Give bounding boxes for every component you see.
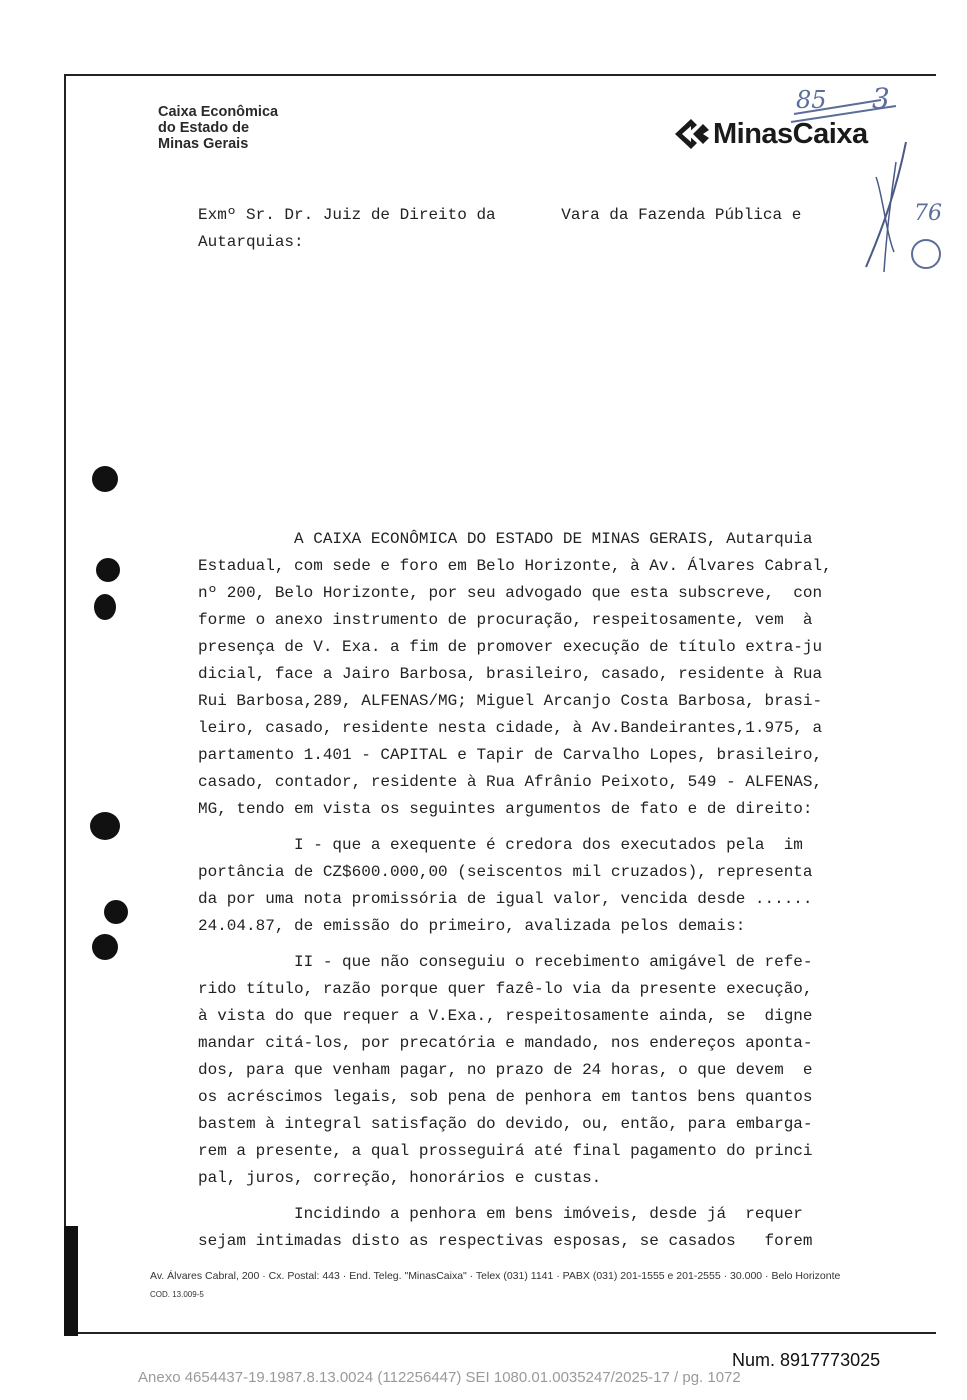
text-line: I - que a exequente é credora dos executados pela im [198, 836, 803, 854]
text-line: casado, contador, residente à Rua Afrânio Peixoto, 549 - ALFENAS, [198, 773, 823, 791]
addressee-line: Exmº Sr. Dr. Juiz de Direito da [198, 206, 496, 224]
punch-hole-mark [94, 594, 116, 620]
punch-hole-mark [92, 466, 118, 492]
footer-address: Av. Álvares Cabral, 200 · Cx. Postal: 443 · End. Teleg. "MinasCaixa" · Telex (031) 1141 · PABX (031) 201-1555 e 201-2555 · 30.000 · Belo Horizonte [150, 1270, 841, 1282]
text-line: da por uma nota promissória de igual valor, vencida desde ...... [198, 890, 813, 908]
text-line: MG, tendo em vista os seguintes argumentos de fato e de direito: [198, 800, 813, 818]
punch-hole-mark [90, 812, 120, 840]
punch-hole-mark [104, 900, 128, 924]
letter-body [198, 526, 898, 1264]
form-code: COD. 13.009-5 [150, 1290, 204, 1299]
text-line: à vista do que requer a V.Exa., respeitosamente ainda, se digne [198, 1007, 813, 1025]
text-line: forme o anexo instrumento de procuração, respeitosamente, vem à [198, 611, 813, 629]
minascaixa-emblem-icon [673, 117, 711, 151]
institution-line: Minas Gerais [158, 136, 249, 152]
institution-line: Caixa Econômica [158, 104, 279, 120]
handwritten-annotations [786, 82, 942, 282]
addressee [198, 202, 801, 256]
paragraph [198, 949, 898, 1192]
addressee-line: Vara da Fazenda Pública e [561, 206, 802, 224]
text-line: Estadual, com sede e foro em Belo Horizonte, à Av. Álvares Cabral, [198, 557, 832, 575]
brand-name: MinasCaixa [713, 117, 868, 150]
institution-line: do Estado de [158, 120, 250, 136]
text-line: pal, juros, correção, honorários e custas. [198, 1169, 602, 1187]
text-line: II - que não conseguiu o recebimento amigável de refe- [198, 953, 813, 971]
text-line: presença de V. Exa. a fim de promover execução de título extra-ju [198, 638, 823, 656]
punch-hole-mark [92, 934, 118, 960]
institution-name [158, 104, 278, 152]
paragraph [198, 526, 898, 823]
text-line: Rui Barbosa,289, ALFENAS/MG; Miguel Arcanjo Costa Barbosa, brasi- [198, 692, 823, 710]
text-line: partamento 1.401 - CAPITAL e Tapir de Carvalho Lopes, brasileiro, [198, 746, 823, 764]
text-line: sejam intimadas disto as respectivas esposas, se casados forem [198, 1232, 813, 1250]
text-line: A CAIXA ECONÔMICA DO ESTADO DE MINAS GERAIS, Autarquia [198, 530, 813, 548]
handwritten-number: 76 [914, 201, 942, 226]
document-number: Num. 8917773025 [732, 1350, 881, 1370]
text-line: rido título, razão porque quer fazê-lo via da presente execução, [198, 980, 813, 998]
text-line: dos, para que venham pagar, no prazo de 24 horas, o que devem e [198, 1061, 813, 1079]
handwritten-number: 85 [796, 86, 827, 114]
text-line: Incidindo a penhora em bens imóveis, desde já requer [198, 1205, 803, 1223]
text-line: portância de CZ$600.000,00 (seiscentos mil cruzados), representa [198, 863, 813, 881]
sei-reference: Anexo 4654437-19.1987.8.13.0024 (112256447) SEI 1080.01.0035247/2025-17 / pg. 1072 [138, 1369, 741, 1386]
paragraph [198, 832, 898, 940]
document-page [64, 74, 942, 1334]
punch-hole-mark [96, 558, 120, 582]
text-line: leiro, casado, residente nesta cidade, à Av.Bandeirantes,1.975, a [198, 719, 823, 737]
paragraph [198, 1201, 898, 1255]
handwritten-number: 3 [872, 82, 890, 115]
text-line: mandar citá-los, por precatória e mandado, nos endereços aponta- [198, 1034, 813, 1052]
text-line: os acréscimos legais, sob pena de penhora em tantos bens quantos [198, 1088, 813, 1106]
text-line: bastem à integral satisfação do devido, ou, então, para embarga- [198, 1115, 813, 1133]
text-line: dicial, face a Jairo Barbosa, brasileiro, casado, residente à Rua [198, 665, 823, 683]
addressee-line: Autarquias: [198, 233, 304, 251]
text-line: rem a presente, a qual prosseguirá até final pagamento do princi [198, 1142, 813, 1160]
text-line: nº 200, Belo Horizonte, por seu advogado que esta subscreve, con [198, 584, 823, 602]
text-line: 24.04.87, de emissão do primeiro, avalizada pelos demais: [198, 917, 746, 935]
